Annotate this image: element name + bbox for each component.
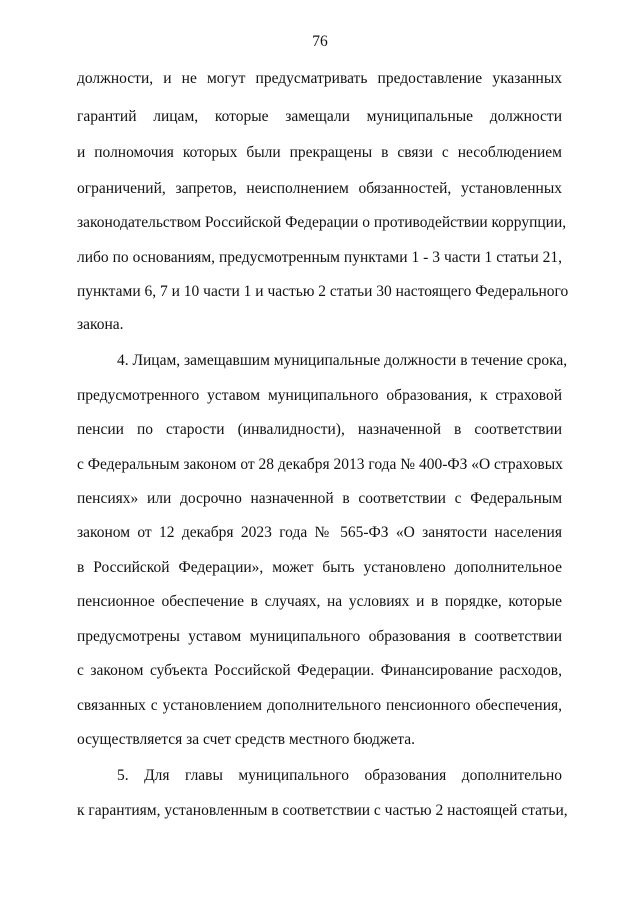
text-line: законодательством Российской Федерации о противодействии коррупции, bbox=[77, 214, 567, 231]
text-line: должности, и не могут предусматривать предоставление указанных bbox=[77, 70, 562, 87]
text-line: пунктами 6, 7 и 10 части 1 и частью 2 статьи 30 настоящего Федерального bbox=[77, 283, 569, 300]
text-line: с законом субъекта Российской Федерации. Финансирование расходов, bbox=[77, 662, 562, 679]
text-line: с Федеральным законом от 28 декабря 2013 года № 400-ФЗ «О страховых bbox=[77, 456, 563, 473]
text-line: осуществляется за счет средств местного бюджета. bbox=[77, 731, 415, 748]
text-line: законом от 12 декабря 2023 года № 565-ФЗ «О занятости населения bbox=[77, 524, 562, 541]
text-line: предусмотренного уставом муниципального образования, к страховой bbox=[77, 387, 562, 404]
text-line: связанных с установлением дополнительного пенсионного обеспечения, bbox=[77, 697, 562, 714]
text-line: гарантий лицам, которые замещали муниципальные должности bbox=[77, 108, 562, 125]
text-line: пенсиях» или досрочно назначенной в соответствии с Федеральным bbox=[77, 490, 562, 507]
text-line: 4. Лицам, замещавшим муниципальные должности в течение срока, bbox=[117, 352, 568, 369]
text-line: ограничений, запретов, неисполнением обязанностей, установленных bbox=[77, 180, 562, 197]
text-line: предусмотрены уставом муниципального образования в соответствии bbox=[77, 628, 562, 645]
text-line: пенсии по старости (инвалидности), назначенной в соответствии bbox=[77, 421, 562, 438]
text-line: закона. bbox=[77, 316, 124, 333]
text-line: пенсионное обеспечение в случаях, на условиях и в порядке, которые bbox=[77, 593, 562, 610]
page-number: 76 bbox=[312, 33, 328, 50]
text-line: 5. Для главы муниципального образования дополнительно bbox=[117, 767, 562, 784]
text-line: к гарантиям, установленным в соответствии с частью 2 настоящей статьи, bbox=[77, 802, 568, 819]
text-line: либо по основаниям, предусмотренным пунктами 1 - 3 части 1 статьи 21, bbox=[77, 249, 562, 266]
text-line: в Российской Федерации», может быть установлено дополнительное bbox=[77, 559, 562, 576]
text-line: и полномочия которых были прекращены в связи с несоблюдением bbox=[77, 144, 562, 161]
